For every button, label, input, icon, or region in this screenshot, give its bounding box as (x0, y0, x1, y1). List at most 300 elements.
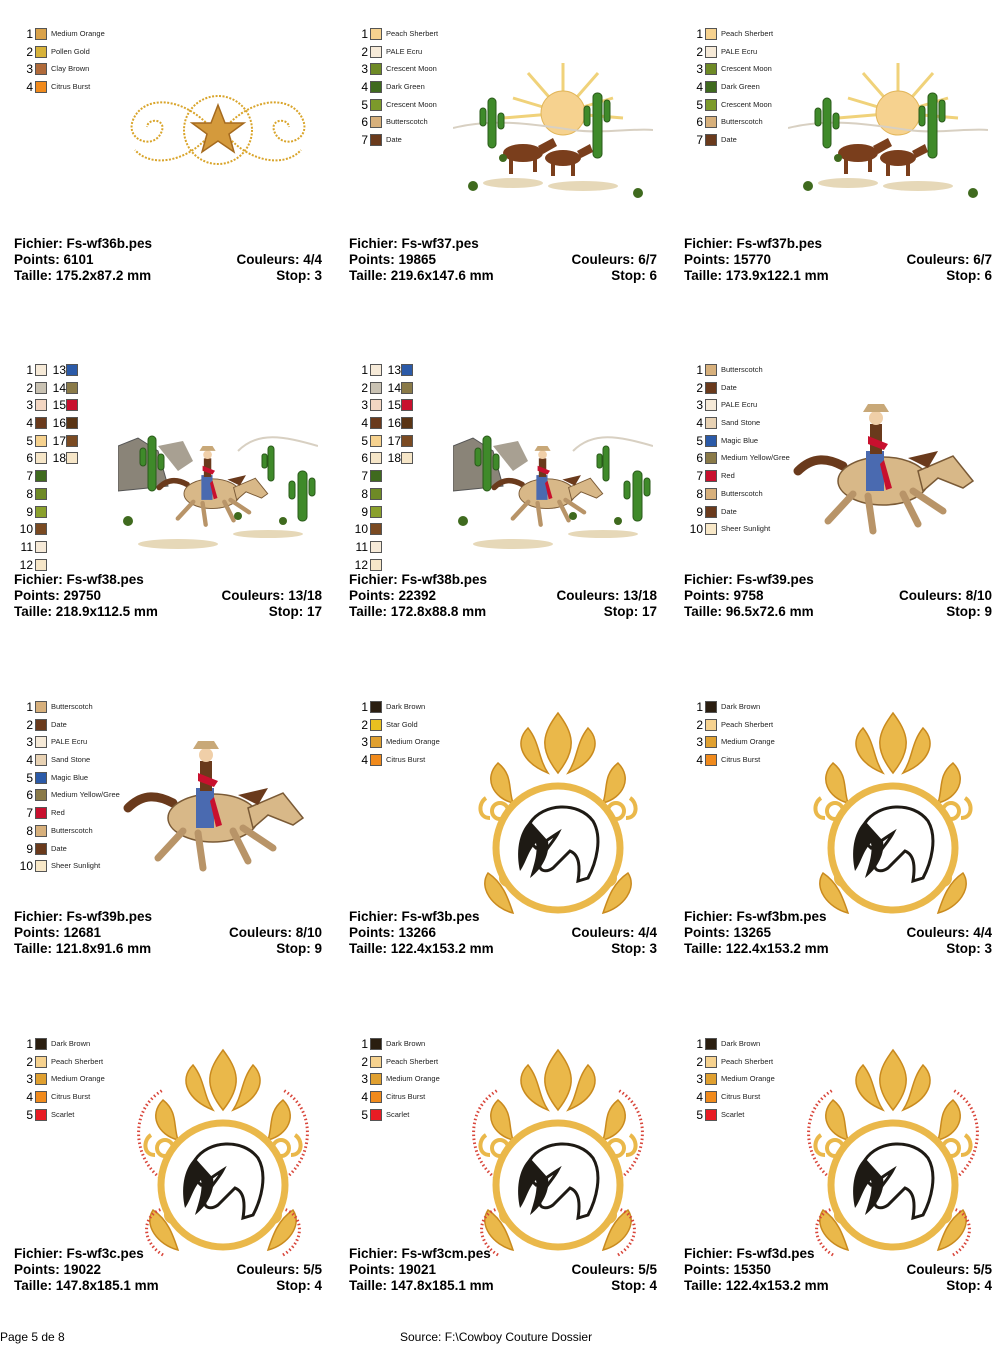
color-swatch (370, 1109, 382, 1121)
color-number: 6 (361, 451, 368, 466)
design-card (343, 673, 663, 1003)
stitch-count: Points: 13265 (684, 925, 772, 940)
color-number: 5 (26, 1107, 33, 1122)
color-number: 1 (696, 700, 703, 714)
color-count: Couleurs: 4/4 (571, 925, 657, 940)
color-number: 16 (387, 416, 401, 431)
desert-horses-design (453, 58, 653, 213)
color-name: Date (386, 135, 402, 145)
color-name: Scarlet (51, 1109, 75, 1119)
color-number: 15 (52, 398, 66, 413)
color-number: 5 (26, 770, 33, 785)
file-name: Fichier: Fs-wf3d.pes (684, 1246, 815, 1261)
color-swatch (66, 435, 78, 447)
color-name: Sheer Sunlight (51, 861, 101, 871)
color-name: Citrus Burst (721, 1092, 761, 1102)
stop-count: Stop: 9 (276, 941, 322, 956)
color-swatch (370, 523, 382, 535)
color-swatch (66, 382, 78, 394)
color-swatch (35, 63, 47, 75)
color-number: 1 (361, 363, 368, 377)
color-name: Date (721, 382, 737, 392)
color-swatch (705, 506, 717, 518)
color-number: 12 (19, 557, 33, 572)
color-swatch (370, 1091, 382, 1103)
design-size: Taille: 173.9x122.1 mm (684, 268, 829, 283)
color-name: Peach Sherbert (721, 29, 774, 38)
desert-rider-design (453, 416, 653, 571)
color-number: 3 (26, 398, 33, 413)
color-number: 2 (361, 1054, 368, 1069)
color-name: Dark Green (386, 82, 425, 92)
color-number: 6 (26, 788, 33, 803)
design-card (343, 336, 663, 666)
color-name: Medium Yellow/Gree (721, 453, 790, 463)
color-number: 3 (26, 735, 33, 750)
color-swatch (370, 1073, 382, 1085)
stop-count: Stop: 17 (603, 604, 657, 619)
file-name: Fichier: Fs-wf39.pes (684, 572, 814, 587)
color-number: 9 (26, 504, 33, 519)
color-number: 4 (696, 80, 703, 95)
design-size: Taille: 122.4x153.2 mm (349, 941, 494, 956)
color-swatch (35, 435, 47, 447)
color-number: 4 (361, 1090, 368, 1105)
color-swatch (401, 435, 413, 447)
horse-ring-red-design (123, 1040, 323, 1265)
file-name: Fichier: Fs-wf3bm.pes (684, 909, 827, 924)
color-swatch (66, 452, 78, 464)
color-number: 4 (26, 1090, 33, 1105)
color-number: 1 (26, 363, 33, 377)
color-name: Dark Brown (386, 702, 426, 711)
color-number: 14 (52, 380, 66, 395)
color-swatch (705, 28, 717, 40)
stop-count: Stop: 3 (946, 941, 992, 956)
design-size: Taille: 219.6x147.6 mm (349, 268, 494, 283)
color-number: 3 (361, 62, 368, 77)
color-number: 2 (361, 380, 368, 395)
color-swatch (370, 736, 382, 748)
color-name: Butterscotch (51, 702, 93, 711)
color-number: 1 (26, 27, 33, 41)
color-swatch (35, 1091, 47, 1103)
color-number: 3 (26, 1072, 33, 1087)
design-card (8, 0, 328, 330)
color-swatch (705, 1038, 717, 1050)
color-swatch (705, 63, 717, 75)
color-name: Citrus Burst (51, 82, 91, 92)
color-number: 7 (361, 133, 368, 148)
design-card (678, 1010, 998, 1340)
design-card (678, 673, 998, 1003)
color-swatch (66, 417, 78, 429)
design-size: Taille: 172.8x88.8 mm (349, 604, 487, 619)
color-name: Medium Orange (51, 1074, 105, 1084)
color-name: Date (51, 843, 67, 853)
color-swatch (370, 452, 382, 464)
color-number: 4 (696, 753, 703, 768)
color-swatch (370, 99, 382, 111)
color-swatch (370, 417, 382, 429)
color-name: Peach Sherbert (386, 1056, 439, 1066)
color-name: PALE Ecru (386, 46, 423, 56)
color-number: 15 (387, 398, 401, 413)
color-number: 4 (26, 80, 33, 95)
color-number: 7 (26, 469, 33, 484)
color-name: Sand Stone (721, 418, 761, 428)
color-number: 5 (696, 1107, 703, 1122)
color-swatch (35, 46, 47, 58)
color-swatch (705, 399, 717, 411)
color-swatch (35, 1056, 47, 1068)
color-swatch (35, 364, 47, 376)
color-name: Crescent Moon (386, 64, 437, 74)
color-swatch (370, 719, 382, 731)
color-count: Couleurs: 13/18 (556, 588, 657, 603)
color-name: Butterscotch (721, 117, 763, 127)
color-name: Medium Orange (721, 737, 775, 747)
color-number: 2 (361, 44, 368, 59)
color-number: 3 (696, 62, 703, 77)
color-name: Citrus Burst (386, 755, 426, 765)
color-count: Couleurs: 6/7 (571, 252, 657, 267)
color-name: Peach Sherbert (51, 1056, 104, 1066)
color-swatch (66, 399, 78, 411)
color-swatch (35, 417, 47, 429)
color-number: 4 (361, 80, 368, 95)
color-swatch (35, 452, 47, 464)
design-card (343, 1010, 663, 1340)
color-swatch (35, 772, 47, 784)
color-number: 6 (361, 115, 368, 130)
color-number: 12 (354, 557, 368, 572)
color-swatch (35, 541, 47, 553)
color-swatch (35, 28, 47, 40)
design-size: Taille: 175.2x87.2 mm (14, 268, 152, 283)
color-number: 4 (696, 1090, 703, 1105)
stop-count: Stop: 9 (946, 604, 992, 619)
stitch-count: Points: 12681 (14, 925, 102, 940)
cowboy-rider-design (118, 733, 318, 888)
color-swatch (705, 701, 717, 713)
color-number: 8 (26, 486, 33, 501)
color-name: Citrus Burst (51, 1092, 91, 1102)
color-swatch (35, 736, 47, 748)
color-swatch (705, 1073, 717, 1085)
color-swatch (35, 789, 47, 801)
color-number: 9 (361, 504, 368, 519)
color-swatch (370, 470, 382, 482)
color-swatch (705, 382, 717, 394)
color-swatch (370, 488, 382, 500)
color-name: Scarlet (721, 1109, 745, 1119)
design-card (8, 673, 328, 1003)
color-swatch (705, 417, 717, 429)
color-count: Couleurs: 4/4 (906, 925, 992, 940)
color-name: Peach Sherbert (386, 29, 439, 38)
color-name: PALE Ecru (721, 400, 758, 410)
color-name: Dark Brown (51, 1039, 91, 1048)
color-swatch (370, 364, 382, 376)
color-name: Medium Orange (721, 1074, 775, 1084)
color-swatch (705, 435, 717, 447)
color-number: 8 (696, 486, 703, 501)
color-number: 3 (361, 1072, 368, 1087)
color-swatch (705, 1056, 717, 1068)
file-name: Fichier: Fs-wf3c.pes (14, 1246, 144, 1261)
color-number: 2 (361, 717, 368, 732)
color-swatch (370, 754, 382, 766)
color-swatch (370, 399, 382, 411)
color-number: 3 (26, 62, 33, 77)
color-swatch (370, 506, 382, 518)
color-swatch (370, 116, 382, 128)
design-card (343, 0, 663, 330)
color-number: 4 (26, 753, 33, 768)
color-number: 8 (26, 823, 33, 838)
color-name: Crescent Moon (721, 99, 772, 109)
color-swatch (35, 382, 47, 394)
color-count: Couleurs: 8/10 (228, 925, 322, 940)
stitch-count: Points: 19865 (349, 252, 437, 267)
file-name: Fichier: Fs-wf38.pes (14, 572, 144, 587)
color-name: Butterscotch (386, 117, 428, 127)
color-number: 9 (696, 504, 703, 519)
color-name: Peach Sherbert (721, 1056, 774, 1066)
color-name: Pollen Gold (51, 46, 90, 56)
color-number: 4 (361, 416, 368, 431)
color-swatch (35, 559, 47, 571)
color-number: 2 (26, 1054, 33, 1069)
color-name: Red (721, 471, 735, 481)
color-number: 5 (696, 97, 703, 112)
color-count: Couleurs: 5/5 (236, 1262, 322, 1277)
color-count: Couleurs: 5/5 (906, 1262, 992, 1277)
color-swatch (705, 754, 717, 766)
color-count: Couleurs: 4/4 (236, 252, 322, 267)
desert-rider-design (118, 416, 318, 571)
color-number: 17 (52, 433, 66, 448)
design-size: Taille: 96.5x72.6 mm (684, 604, 814, 619)
color-number: 5 (361, 433, 368, 448)
color-swatch (705, 1109, 717, 1121)
stop-count: Stop: 6 (611, 268, 657, 283)
color-number: 10 (689, 522, 703, 537)
color-number: 10 (19, 859, 33, 874)
color-swatch (370, 435, 382, 447)
color-number: 2 (26, 44, 33, 59)
color-name: Red (51, 808, 65, 818)
color-swatch (705, 134, 717, 146)
color-number: 5 (696, 433, 703, 448)
color-swatch (705, 488, 717, 500)
color-number: 17 (387, 433, 401, 448)
stop-count: Stop: 3 (611, 941, 657, 956)
color-name: Date (51, 719, 67, 729)
stitch-count: Points: 13266 (349, 925, 437, 940)
color-swatch (370, 701, 382, 713)
color-number: 1 (696, 27, 703, 41)
sheriff-star-design (113, 75, 323, 190)
design-size: Taille: 121.8x91.6 mm (14, 941, 152, 956)
color-swatch (705, 46, 717, 58)
color-number: 1 (361, 27, 368, 41)
color-number: 1 (26, 700, 33, 714)
color-name: Medium Orange (386, 737, 440, 747)
color-name: Dark Brown (386, 1039, 426, 1048)
color-number: 2 (696, 1054, 703, 1069)
stitch-count: Points: 19021 (349, 1262, 437, 1277)
color-swatch (705, 364, 717, 376)
color-number: 16 (52, 416, 66, 431)
color-number: 7 (26, 806, 33, 821)
file-name: Fichier: Fs-wf3b.pes (349, 909, 480, 924)
color-number: 13 (52, 363, 66, 377)
color-name: Medium Yellow/Gree (51, 790, 120, 800)
color-name: Butterscotch (721, 365, 763, 374)
color-swatch (370, 559, 382, 571)
color-swatch (35, 843, 47, 855)
stop-count: Stop: 3 (276, 268, 322, 283)
color-name: Sand Stone (51, 755, 91, 765)
design-size: Taille: 122.4x153.2 mm (684, 941, 829, 956)
design-card (8, 1010, 328, 1340)
color-name: Medium Orange (386, 1074, 440, 1084)
file-name: Fichier: Fs-wf3cm.pes (349, 1246, 491, 1261)
color-count: Couleurs: 5/5 (571, 1262, 657, 1277)
color-swatch (35, 81, 47, 93)
color-name: Star Gold (386, 719, 418, 729)
color-swatch (35, 523, 47, 535)
color-name: Citrus Burst (386, 1092, 426, 1102)
file-name: Fichier: Fs-wf36b.pes (14, 236, 153, 251)
color-count: Couleurs: 8/10 (898, 588, 992, 603)
stitch-count: Points: 15770 (684, 252, 772, 267)
color-name: Medium Orange (51, 29, 105, 38)
color-swatch (705, 99, 717, 111)
color-swatch (35, 506, 47, 518)
color-number: 4 (26, 416, 33, 431)
color-number: 3 (361, 398, 368, 413)
stitch-count: Points: 6101 (14, 252, 94, 267)
color-name: Scarlet (386, 1109, 410, 1119)
stop-count: Stop: 4 (276, 1278, 322, 1293)
design-size: Taille: 122.4x153.2 mm (684, 1278, 829, 1293)
color-swatch (370, 63, 382, 75)
color-count: Couleurs: 13/18 (221, 588, 322, 603)
color-swatch (705, 719, 717, 731)
color-number: 2 (696, 44, 703, 59)
color-number: 13 (387, 363, 401, 377)
color-name: PALE Ecru (51, 737, 88, 747)
stitch-count: Points: 9758 (684, 588, 764, 603)
color-number: 1 (361, 1037, 368, 1051)
color-name: Dark Green (721, 82, 760, 92)
color-swatch (370, 382, 382, 394)
color-name: Magic Blue (721, 435, 759, 445)
color-swatch (35, 807, 47, 819)
design-card (8, 336, 328, 666)
stitch-count: Points: 22392 (349, 588, 437, 603)
source-path: Source: F:\Cowboy Couture Dossier (400, 1330, 593, 1344)
color-swatch (370, 81, 382, 93)
color-name: Citrus Burst (721, 755, 761, 765)
color-swatch (35, 399, 47, 411)
color-name: PALE Ecru (721, 46, 758, 56)
color-number: 1 (696, 1037, 703, 1051)
color-number: 3 (361, 735, 368, 750)
color-number: 6 (696, 451, 703, 466)
horse-ring-design (793, 703, 993, 928)
color-name: Sheer Sunlight (721, 524, 771, 534)
color-swatch (705, 523, 717, 535)
color-swatch (35, 470, 47, 482)
color-swatch (66, 364, 78, 376)
color-number: 2 (26, 380, 33, 395)
color-swatch (370, 46, 382, 58)
stitch-count: Points: 29750 (14, 588, 102, 603)
color-swatch (401, 399, 413, 411)
color-number: 7 (696, 469, 703, 484)
color-number: 5 (26, 433, 33, 448)
color-name: Date (721, 135, 737, 145)
stitch-count: Points: 15350 (684, 1262, 772, 1277)
color-number: 18 (52, 451, 66, 466)
color-number: 9 (26, 841, 33, 856)
color-swatch (35, 1073, 47, 1085)
color-number: 11 (355, 539, 368, 554)
color-name: Peach Sherbert (721, 719, 774, 729)
stop-count: Stop: 17 (268, 604, 322, 619)
color-name: Crescent Moon (386, 99, 437, 109)
color-number: 8 (361, 486, 368, 501)
color-name: Date (721, 506, 737, 516)
color-number: 1 (26, 1037, 33, 1051)
color-swatch (401, 382, 413, 394)
color-swatch (35, 825, 47, 837)
color-swatch (35, 754, 47, 766)
color-swatch (401, 364, 413, 376)
color-number: 2 (26, 717, 33, 732)
design-card (678, 336, 998, 666)
color-swatch (705, 81, 717, 93)
horse-ring-red-design (793, 1040, 993, 1265)
color-number: 7 (361, 469, 368, 484)
color-number: 4 (361, 753, 368, 768)
color-swatch (35, 1109, 47, 1121)
color-name: Crescent Moon (721, 64, 772, 74)
color-number: 1 (361, 700, 368, 714)
design-card (678, 0, 998, 330)
design-size: Taille: 147.8x185.1 mm (349, 1278, 494, 1293)
color-number: 2 (696, 380, 703, 395)
color-number: 3 (696, 735, 703, 750)
color-name: Butterscotch (721, 488, 763, 498)
design-size: Taille: 147.8x185.1 mm (14, 1278, 159, 1293)
color-name: Dark Brown (721, 1039, 761, 1048)
color-swatch (370, 1056, 382, 1068)
color-swatch (705, 736, 717, 748)
color-number: 10 (354, 522, 368, 537)
color-swatch (401, 417, 413, 429)
color-name: Clay Brown (51, 64, 90, 74)
color-number: 2 (696, 717, 703, 732)
color-name: Butterscotch (51, 825, 93, 835)
color-swatch (370, 134, 382, 146)
stop-count: Stop: 4 (946, 1278, 992, 1293)
file-name: Fichier: Fs-wf38b.pes (349, 572, 488, 587)
